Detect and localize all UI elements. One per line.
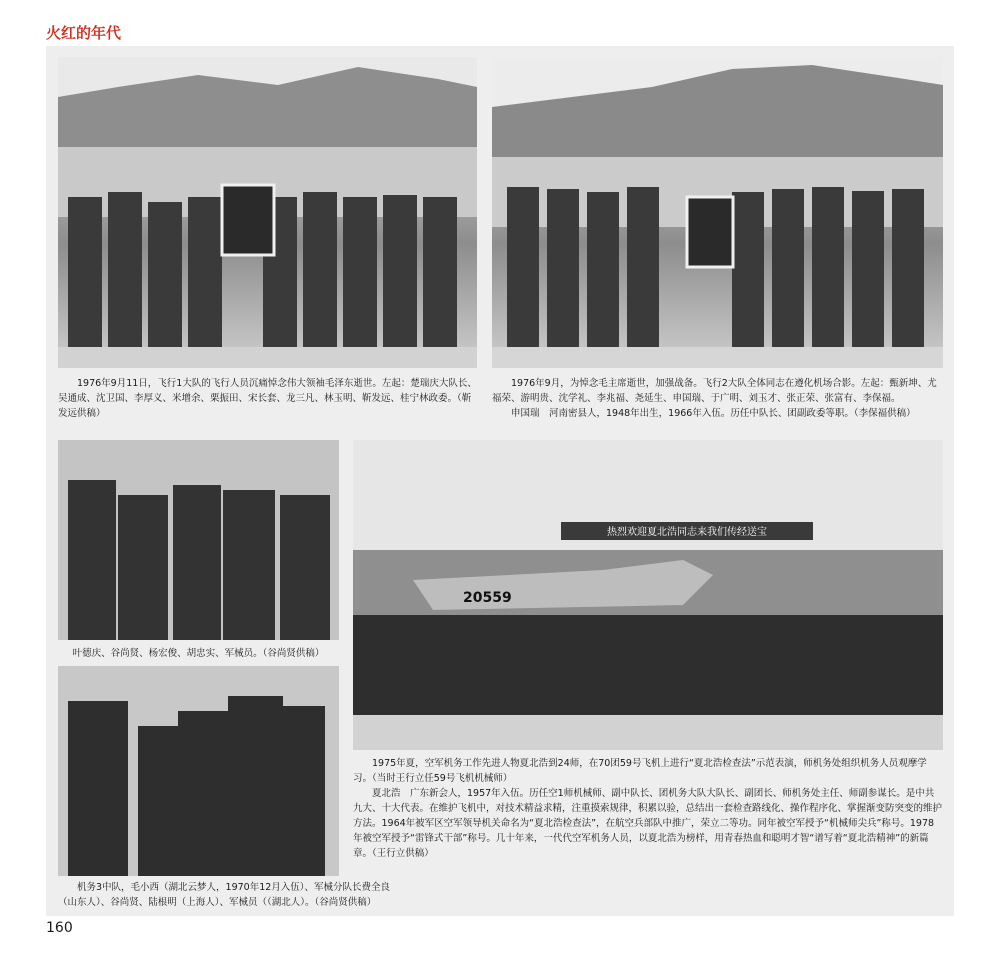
- bio-text: 夏北浩 广东新会人，1957年入伍。历任空1师机械师、副中队长、团机务大队大队长、副团长、师机务处主任、师副参谋长。是中共九大、十大代表。在维护飞机中，对技术精益求精，注重摸索规律，积累以验，总结出一套检查路线化、操作程序化、掌握渐变防突变的维护方法。1964年被军区空军领导机关命名为“夏北浩检查法”，在航空兵部队中推广，荣立二等功。同年被空军授予“机械师尖兵”称号。1978年被空军授予“雷锋式干部”称号。几十年来，一代代空军机务人员，以夏北浩为榜样，用青春热血和聪明才智“谱写着“夏北浩精神”的新篇章。（王行立供稿）: [353, 788, 943, 859]
- section-title: 火红的年代: [46, 24, 122, 42]
- aircraft-number: 20559: [463, 590, 512, 606]
- photo-scene-illustration: [58, 440, 339, 640]
- banner-text: 热烈欢迎夏北浩同志来我们传经送宝: [607, 527, 767, 538]
- caption-text: 机务3中队，毛小西（湖北云梦人，1970年12月入伍）、军械分队长费全良（山东人）、谷尚贤、陆根明（上海人）、军械员（（湖北人）。（谷尚贤供稿）: [58, 882, 391, 908]
- caption-text: 叶德庆、谷尚贤、杨宏俊、胡忠实、军械员。（谷尚贤供稿）: [72, 648, 325, 659]
- photo-scene-illustration: [58, 666, 339, 876]
- caption-text: 1976年9月11日，飞行1大队的飞行人员沉痛悼念伟大领袖毛泽东逝世。左起：楚瑞庆大队长、吴通成、沈卫国、李厚义、米增余、栗振田、宋长套、龙三凡、林玉明、靳发远、桂宁林政委。（靳发远供稿）: [58, 378, 477, 419]
- photo-scene-illustration: [353, 440, 943, 750]
- photo-five-soldiers: [58, 440, 339, 640]
- bio-text: 申国瑞 河南密县人，1948年出生，1966年入伍。历任中队长、团副政委等职。（李保福供稿）: [511, 408, 916, 419]
- caption-text: 1975年夏，空军机务工作先进人物夏北浩到24师，在70团59号飞机上进行“夏北浩检查法”示范表演，师机务处组织机务人员观摩学习。（当时王行立任59号飞机机械师）: [353, 758, 927, 784]
- caption-mid-left: [58, 646, 339, 661]
- photo-flight-2nd-group: [492, 57, 943, 368]
- photo-flight-1st-group: [58, 57, 477, 368]
- photo-maintenance-squad-3: [58, 666, 339, 876]
- caption-top-right: [492, 376, 943, 421]
- caption-bottom-left: [58, 880, 398, 910]
- photo-scene-illustration: [492, 57, 943, 368]
- photo-xia-beihao-demo: [353, 440, 943, 750]
- photo-scene-illustration: [58, 57, 477, 368]
- caption-right-large: [353, 756, 943, 861]
- caption-text: 1976年9月，为悼念毛主席逝世，加强战备。飞行2大队全体同志在遵化机场合影。左起：甄新坤、尤福荣、游明贵、沈学礼、李兆福、尧延生、申国瑞、于广明、刘玉才、张正荣、张富有、李保福。: [492, 378, 937, 404]
- page-number: 160: [46, 920, 73, 936]
- caption-top-left: [58, 376, 477, 421]
